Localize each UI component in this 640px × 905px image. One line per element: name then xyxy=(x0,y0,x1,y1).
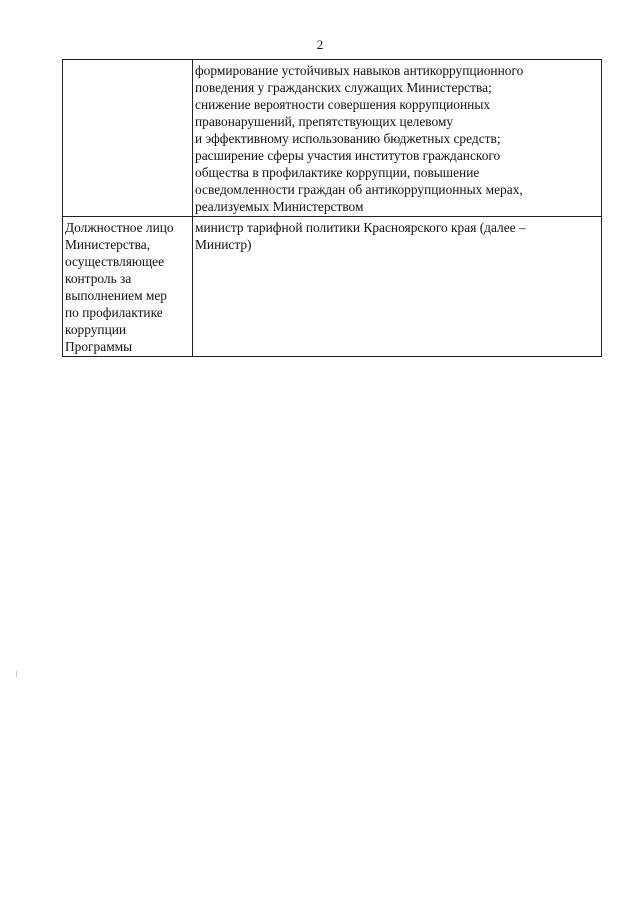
value-line: правонарушений, препятствующих целевому xyxy=(195,114,454,129)
value-line: общества в профилактике коррупции, повышение xyxy=(195,165,480,180)
label-line: выполнением мер xyxy=(65,288,168,303)
value-line: министр тарифной политики Красноярского края (далее – xyxy=(195,220,526,235)
row-label-cell xyxy=(63,217,193,357)
value-line: снижение вероятности совершения коррупционных xyxy=(195,97,491,112)
scan-artifact xyxy=(16,671,17,677)
value-line: расширение сферы участия институтов гражданского xyxy=(195,148,501,163)
page-number: 2 xyxy=(316,37,324,52)
label-line: осуществляющее xyxy=(65,254,165,269)
table-row-responsible-official xyxy=(63,217,602,357)
value-line: осведомленности граждан об антикоррупционных мерах, xyxy=(195,182,523,197)
label-line: Программы xyxy=(65,339,133,354)
label-line: по профилактике xyxy=(65,305,163,320)
label-line: Должностное лицо xyxy=(65,220,174,235)
value-line: формирование устойчивых навыков антикоррупционного xyxy=(195,63,524,78)
value-line: поведения у гражданских служащих Министерства; xyxy=(195,80,492,95)
row-label-cell xyxy=(63,60,193,217)
label-line: Министерства, xyxy=(65,237,151,252)
value-line: и эффективному использованию бюджетных средств; xyxy=(195,131,501,146)
value-line: реализуемых Министерством xyxy=(195,199,364,214)
table-row-goals xyxy=(63,60,602,217)
label-line: контроль за xyxy=(65,271,132,286)
row-value-cell xyxy=(193,60,602,217)
label-line: коррупции xyxy=(65,322,127,337)
value-line: Министр) xyxy=(195,237,252,252)
row-value-cell xyxy=(193,217,602,357)
program-passport-table xyxy=(62,59,602,357)
